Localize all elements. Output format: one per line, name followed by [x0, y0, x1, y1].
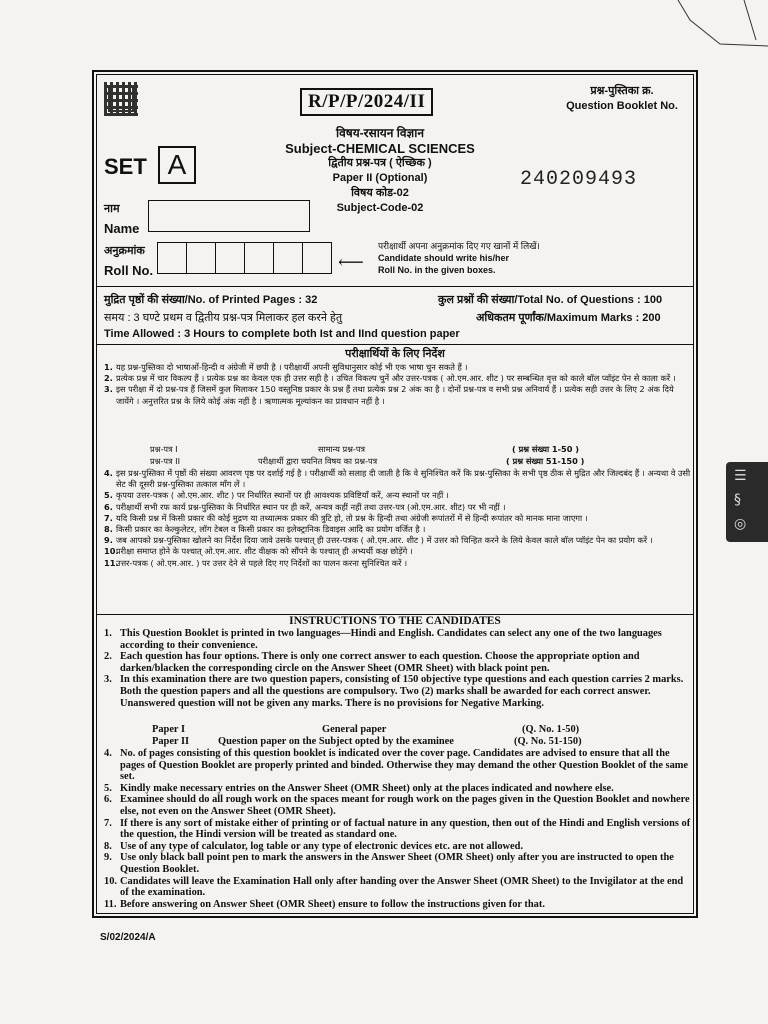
list-item	[104, 373, 692, 384]
instructions-hi-list-b	[104, 468, 692, 569]
item-number: 4.	[104, 748, 112, 759]
item-number: 11.	[104, 898, 117, 910]
list-item	[104, 651, 692, 674]
candidate-note	[378, 240, 540, 276]
item-number: 2.	[104, 373, 113, 384]
subject-hi: विषय-रसायन विज्ञान	[336, 126, 424, 140]
paper2-q-en: (Q. No. 51-150)	[514, 736, 582, 747]
item-text: This Question Booklet is printed in two languages—Hindi and English. Candidates can select any one of the two languages according to their convenience.	[120, 628, 662, 651]
arrow-left-icon: ⟵	[338, 252, 364, 272]
item-text: प्रत्येक प्रश्न में चार विकल्प हैं । प्रत्येक प्रश्न का केवल एक ही उत्तर सही है । उचित विकल्प चुनें और उत्तर-पत्रक ( ओ.एम.आर. शीट ) पर सम्बन्धित वृत्त को काले बॉल प्वॉइंट पेन से काला करें ।	[116, 373, 676, 384]
list-item	[104, 899, 692, 911]
instructions-hi-title: परीक्षार्थियों के लिए निर्देश	[345, 348, 445, 360]
item-text: Examinee should do all rough work on the spaces meant for rough work on the pages given in the Question Booklet and nowhere else, not even on the Answer Sheet (OMR Sheet).	[120, 794, 690, 817]
instructions-en-list-b	[104, 748, 692, 910]
paper-hi: द्वितीय प्रश्न-पत्र ( ऐच्छिक )	[328, 157, 432, 169]
item-number: 7.	[104, 817, 112, 829]
item-text: किसी प्रकार का केल्कुलेटर, लॉग टेबल व किसी प्रकार का इलेक्ट्रानिक डिवाइस आदि का प्रयोग वर्जित है ।	[116, 524, 426, 535]
binder-tab-icon: ☰ § ◎	[726, 462, 768, 542]
list-item	[104, 468, 692, 490]
paper2-q-hi: ( प्रश्न संख्या 51-150 )	[506, 456, 585, 466]
list-item	[104, 490, 692, 501]
roll-digit-box[interactable]	[186, 242, 216, 274]
footer-code: S/02/2024/A	[100, 932, 156, 943]
item-text: Use only black ball point pen to mark the answers in the Answer Sheet (OMR Sheet) only after you are instructed to open the Question Booklet.	[120, 852, 674, 875]
list-item	[104, 818, 692, 841]
roll-number-boxes	[158, 242, 332, 274]
roll-digit-box[interactable]	[302, 242, 332, 274]
item-number: 2.	[104, 651, 112, 663]
name-field[interactable]	[148, 200, 310, 232]
name-label-hi: नाम	[104, 203, 120, 215]
item-text: उत्तर-पत्रक ( ओ.एम.आर. ) पर उत्तर देने से पहले दिए गए निर्देशों का पालन करना सुनिश्चित करें ।	[116, 557, 408, 568]
item-text: Each question has four options. There is only one correct answer to each question. Choose the appropriate option and darken/blacken the corresponding circle on the Answer Sheet (OMR Sheet) with black point pen.	[120, 651, 640, 674]
item-number: 9.	[104, 852, 112, 864]
item-number: 7.	[104, 512, 113, 523]
qr-code-icon	[104, 82, 138, 116]
paper1-q-hi: ( प्रश्न संख्या 1-50 )	[512, 444, 580, 454]
instructions-en-title: INSTRUCTIONS TO THE CANDIDATES	[289, 615, 501, 627]
item-number: 9.	[104, 535, 113, 546]
item-text: If there is any sort of mistake either of printing or of factual nature in any question, then out of the Hindi and English versions of the question, the Hindi version will be treated as standard one.	[120, 817, 691, 841]
paper2-name-en: Paper II	[152, 736, 190, 747]
item-text: इस परीक्षा में दो प्रश्न-पत्र हैं जिसमें कुल मिलाकर 150 वस्तुनिष्ठ प्रकार के प्रश्न हैं तथा प्रत्येक प्रश्न 2 अंक का है । दोनों प्रश्न-पत्र व सभी प्रश्न अनिवार्य हैं । प्रत्येक सही उत्तर के लिए 2 अंक दिये जायेंगे । अनुत्तरित प्रश्न के लिये कोई अंक नहीं है । ऋणात्मक मूल्यांकन का प्रावधान नहीं है ।	[116, 384, 674, 406]
paper-corner-fold	[660, 0, 768, 60]
item-text: परीक्षा समाप्त होने के पश्चात् ओ.एम.आर. शीट वीक्षक को सौंपने के पश्चात् ही अभ्यर्थी कक्ष छोड़ेंगे ।	[116, 546, 413, 557]
roll-label	[104, 242, 153, 280]
item-number: 10.	[104, 875, 117, 887]
paper2-desc-en: Question paper on the Subject opted by the examinee	[218, 736, 454, 747]
list-item	[104, 794, 692, 817]
item-number: 8.	[104, 840, 112, 852]
name-label-en: Name	[104, 221, 140, 236]
list-item	[104, 876, 692, 899]
set-label: SET	[104, 154, 147, 179]
item-text: Before answering on Answer Sheet (OMR Sheet) ensure to follow the instructions given for that.	[120, 898, 545, 910]
item-text: Candidates will leave the Examination Hall only after handing over the Answer Sheet (OMR Sheet) to the Invigilator at the end of the examination.	[120, 875, 684, 899]
item-number: 10.	[104, 546, 119, 557]
maximum-marks: अधिकतम पूर्णांक/Maximum Marks : 200	[476, 312, 661, 324]
roll-label-en: Roll No.	[104, 263, 154, 278]
list-item	[104, 841, 692, 853]
list-item	[104, 852, 692, 875]
item-number: 6.	[104, 794, 112, 806]
subject-code-hi: विषय कोड-02	[351, 187, 409, 199]
list-item	[104, 502, 692, 513]
booklet-no-label-en: Question Booklet No.	[566, 100, 678, 112]
list-item	[104, 384, 692, 406]
paper2-name-hi: प्रश्न-पत्र II	[150, 456, 181, 466]
item-number: 3.	[104, 674, 112, 686]
roll-label-hi: अनुक्रमांक	[104, 245, 145, 257]
list-item	[104, 783, 692, 795]
item-number: 8.	[104, 524, 113, 535]
item-text: परीक्षार्थी सभी रफ कार्य प्रश्न-पुस्तिका के निर्धारित स्थान पर ही करें, अन्यत्र कहीं नहीं तथा उत्तर-पत्र (ओ.एम.आर. शीट) पर भी नहीं ।	[116, 501, 506, 512]
list-item	[104, 674, 692, 709]
list-item	[104, 524, 692, 535]
paper2-desc-hi: परीक्षार्थी द्वारा चयनित विषय का प्रश्न-पत्र	[258, 456, 378, 466]
item-text: Use of any type of calculator, log table or any type of electronic devices etc. are not allowed.	[120, 840, 524, 852]
divider	[96, 286, 694, 287]
item-text: In this examination there are two question papers, consisting of 150 objective type questions and each question carries 2 marks. Both the question papers and all the questions are compulsory. Two (2) marks shall be awarded for each correct answer. Unanswered question will not be given any marks. There is no provisions for Negative Marking.	[120, 674, 684, 709]
item-number: 4.	[104, 468, 113, 478]
question-booklet-number-label	[552, 84, 692, 114]
item-text: यह प्रश्न-पुस्तिका दो भाषाओं-हिन्दी व अंग्रेजी में छपी है । परीक्षार्थी अपनी सुविधानुसार कोई भी एक भाषा चुन सकते हैं ।	[116, 362, 468, 372]
item-number: 11.	[104, 557, 119, 568]
candidate-note-en-2: Roll No. in the given boxes.	[378, 265, 496, 275]
item-number: 5.	[104, 782, 112, 794]
item-text: कृपया उत्तर-पत्रक ( ओ.एम.आर. शीट ) पर निर्धारित स्थानों पर ही आवश्यक प्रविष्टियाँ करें, अन्य स्थानों पर नहीं ।	[116, 490, 449, 501]
printed-pages: मुद्रित पृष्ठों की संख्या/No. of Printed Pages : 32	[104, 294, 318, 306]
booklet-code: R/P/P/2024/II	[300, 88, 433, 116]
paper1-desc-hi: सामान्य प्रश्न-पत्र	[318, 444, 366, 454]
roll-digit-box[interactable]	[215, 242, 245, 274]
list-item	[104, 546, 692, 557]
item-text: Kindly make necessary entries on the Answer Sheet (OMR Sheet) only at the places indicated and nowhere else.	[120, 782, 614, 794]
paper1-name-hi: प्रश्न-पत्र I	[150, 444, 178, 454]
item-number: 5.	[104, 490, 113, 501]
list-item	[104, 558, 692, 569]
instructions-en-list-a	[104, 628, 692, 709]
roll-digit-box[interactable]	[273, 242, 303, 274]
list-item	[104, 513, 692, 524]
time-hi: समय : 3 घण्टे प्रथम व द्वितीय प्रश्न-पत्र मिलाकर हल करने हेतु	[104, 312, 343, 324]
instructions-hi-list-a	[104, 362, 692, 407]
divider	[96, 344, 694, 345]
paper1-desc-en: General paper	[322, 724, 387, 735]
roll-digit-box[interactable]	[157, 242, 187, 274]
subject-en: Subject-CHEMICAL SCIENCES	[285, 141, 475, 156]
list-item	[104, 628, 692, 651]
paper-en: Paper II (Optional)	[332, 172, 428, 184]
item-number: 6.	[104, 501, 113, 512]
list-item	[104, 362, 692, 373]
item-number: 1.	[104, 628, 112, 639]
booklet-no-label-hi: प्रश्न-पुस्तिका क्र.	[590, 85, 654, 97]
total-questions: कुल प्रश्नों की संख्या/Total No. of Questions : 100	[438, 294, 663, 306]
roll-digit-box[interactable]	[244, 242, 274, 274]
paper1-name-en: Paper I	[152, 724, 185, 735]
item-text: जब आपको प्रश्न-पुस्तिका खोलने का निर्देश दिया जावे उसके पश्चात् ही उत्तर-पत्रक ( ओ.एम.आर. शीट ) में उत्तर को चिन्हित करने के लिये केवल काले बॉल प्वॉइंट पेन का प्रयोग करें ।	[116, 535, 653, 546]
item-text: यदि किसी प्रश्न में किसी प्रकार की कोई मुद्रण या तथ्यात्मक प्रकार की त्रुटि हो, तो प्रश्न के हिन्दी तथा अंग्रेजी रूपांतरों में से हिन्दी रूपांतर को मानक माना जाएगा ।	[116, 512, 588, 523]
name-label	[104, 200, 139, 238]
item-number: 1.	[104, 362, 113, 372]
paper1-q-en: (Q. No. 1-50)	[522, 724, 580, 735]
candidate-note-en-1: Candidate should write his/her	[378, 253, 510, 263]
list-item	[104, 535, 692, 546]
set-value-box: A	[158, 146, 196, 184]
booklet-serial-number: 240209493	[520, 168, 638, 191]
item-text: No. of pages consisting of this question booklet is indicated over the cover page. Candidates are advised to ensure that all the pages of Question Booklet are properly printed and binded. Otherwise they may demand the other Question Booklet of the same set.	[120, 748, 689, 783]
candidate-note-hi: परीक्षार्थी अपना अनुक्रमांक दिए गए खानों में लिखें।	[378, 241, 540, 251]
subject-code-en: Subject-Code-02	[336, 202, 424, 214]
list-item	[104, 748, 692, 783]
time-allowed-en: Time Allowed : 3 Hours to complete both Ist and IInd question paper	[104, 328, 460, 340]
item-text: इस प्रश्न-पुस्तिका में पृष्ठों की संख्या आवरण पृष्ठ पर दर्शाई गई है । परीक्षार्थी को सलाह दी जाती है कि वे सुनिश्चित करें कि प्रश्न-पुस्तिका के सभी पृष्ठ ठीक से मुद्रित और जिल्दबंद हैं । अन्यथा वे उसी सेट की दूसरी प्रश्न-पुस्तिका तत्काल माँग लें ।	[116, 468, 691, 490]
item-number: 3.	[104, 384, 113, 395]
